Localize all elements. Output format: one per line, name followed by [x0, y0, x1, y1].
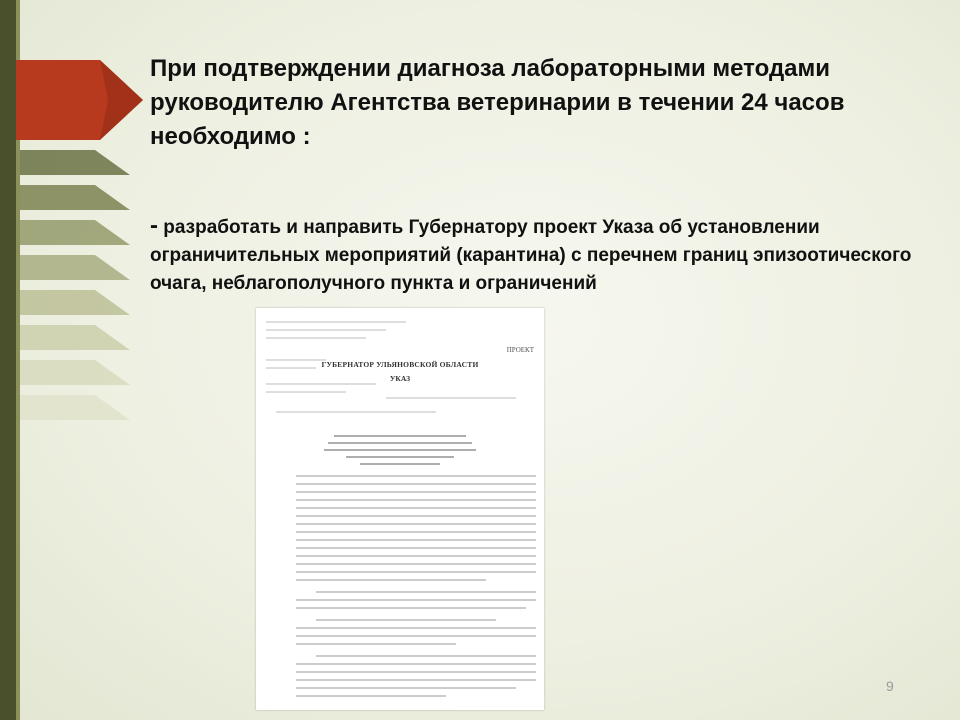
page-number: 9 — [886, 678, 894, 694]
document-stamp: ПРОЕКТ — [506, 346, 534, 354]
chevron-stack — [20, 150, 130, 420]
document-subheading: УКАЗ — [389, 374, 411, 383]
bullet-dash: - — [150, 212, 158, 239]
slide-title: При подтверждении диагноза лабораторными методами руководителю Агентства ветеринарии в течении 24 часов необходимо : — [150, 55, 845, 150]
decorative-arrow-graphic — [0, 0, 150, 720]
document-heading: ГУБЕРНАТОР УЛЬЯНОВСКОЙ ОБЛАСТИ — [321, 360, 479, 369]
scanned-decree-document — [256, 308, 544, 710]
bullet-item — [150, 212, 930, 298]
bullet-text: разработать и направить Губернатору проект Указа об установлении ограничительных мероприятий (карантина) с перечнем границ эпизоотического очага, неблагополучного пункта и ограничений — [150, 217, 912, 294]
